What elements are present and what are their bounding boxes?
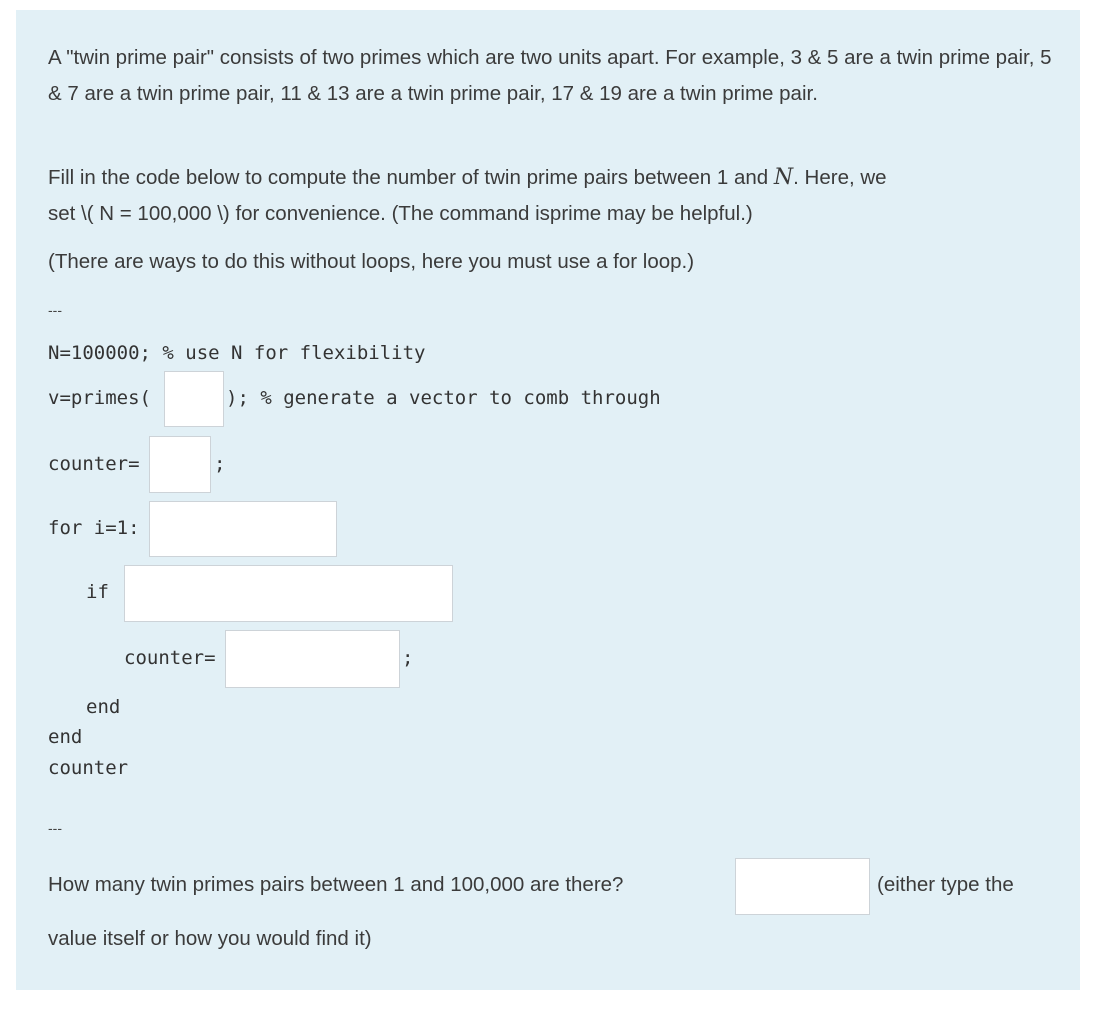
intro-paragraph-3: (There are ways to do this without loops, here you must use a for loop.) (48, 250, 695, 273)
answer-hint-part2: value itself or how you would find it) (48, 927, 372, 950)
code-line-if-prefix: if (86, 581, 109, 603)
counter-update-input[interactable] (225, 630, 400, 688)
code-line-end-for: end (48, 726, 83, 748)
code-line-primes-prefix: v=primes( (48, 387, 151, 409)
primes-argument-input[interactable] (164, 371, 224, 427)
answer-hint-part1: (either type the (877, 873, 1014, 896)
code-line-update-prefix: counter= (124, 647, 216, 669)
code-line-for-prefix: for i=1: (48, 517, 140, 539)
math-variable-n: N (773, 165, 794, 190)
question-panel (16, 10, 1080, 990)
answer-input[interactable] (735, 858, 870, 915)
if-condition-input[interactable] (124, 565, 453, 622)
code-line-end-if: end (86, 696, 121, 718)
code-line-counter-output: counter (48, 757, 129, 779)
intro-p2-line2: set \( N = 100,000 \) for convenience. (The command isprime may be helpful.) (48, 202, 753, 225)
intro-paragraph-2 (48, 160, 1058, 232)
separator-top: --- (48, 302, 62, 318)
intro-p2-after: . Here, we (793, 166, 887, 189)
counter-init-input[interactable] (149, 436, 211, 493)
separator-bottom: --- (48, 820, 62, 836)
code-line-counter-suffix: ; (214, 453, 226, 475)
code-line-n: N=100000; % use N for flexibility (48, 342, 426, 364)
code-line-counter-prefix: counter= (48, 453, 140, 475)
code-line-primes-suffix: ); % generate a vector to comb through (226, 387, 661, 409)
intro-p2-before: Fill in the code below to compute the number of twin prime pairs between 1 and (48, 166, 769, 189)
code-line-update-suffix: ; (402, 647, 414, 669)
intro-paragraph-1: A "twin prime pair" consists of two primes which are two units apart. For example, 3 & 5 are a twin prime pair, 5 & 7 are a twin prime pair, 11 & 13 are a twin prime pair, 17 & 19 are a twin prime pair. (48, 46, 1052, 105)
loop-end-input[interactable] (149, 501, 337, 557)
answer-question-text: How many twin primes pairs between 1 and 100,000 are there? (48, 873, 624, 896)
